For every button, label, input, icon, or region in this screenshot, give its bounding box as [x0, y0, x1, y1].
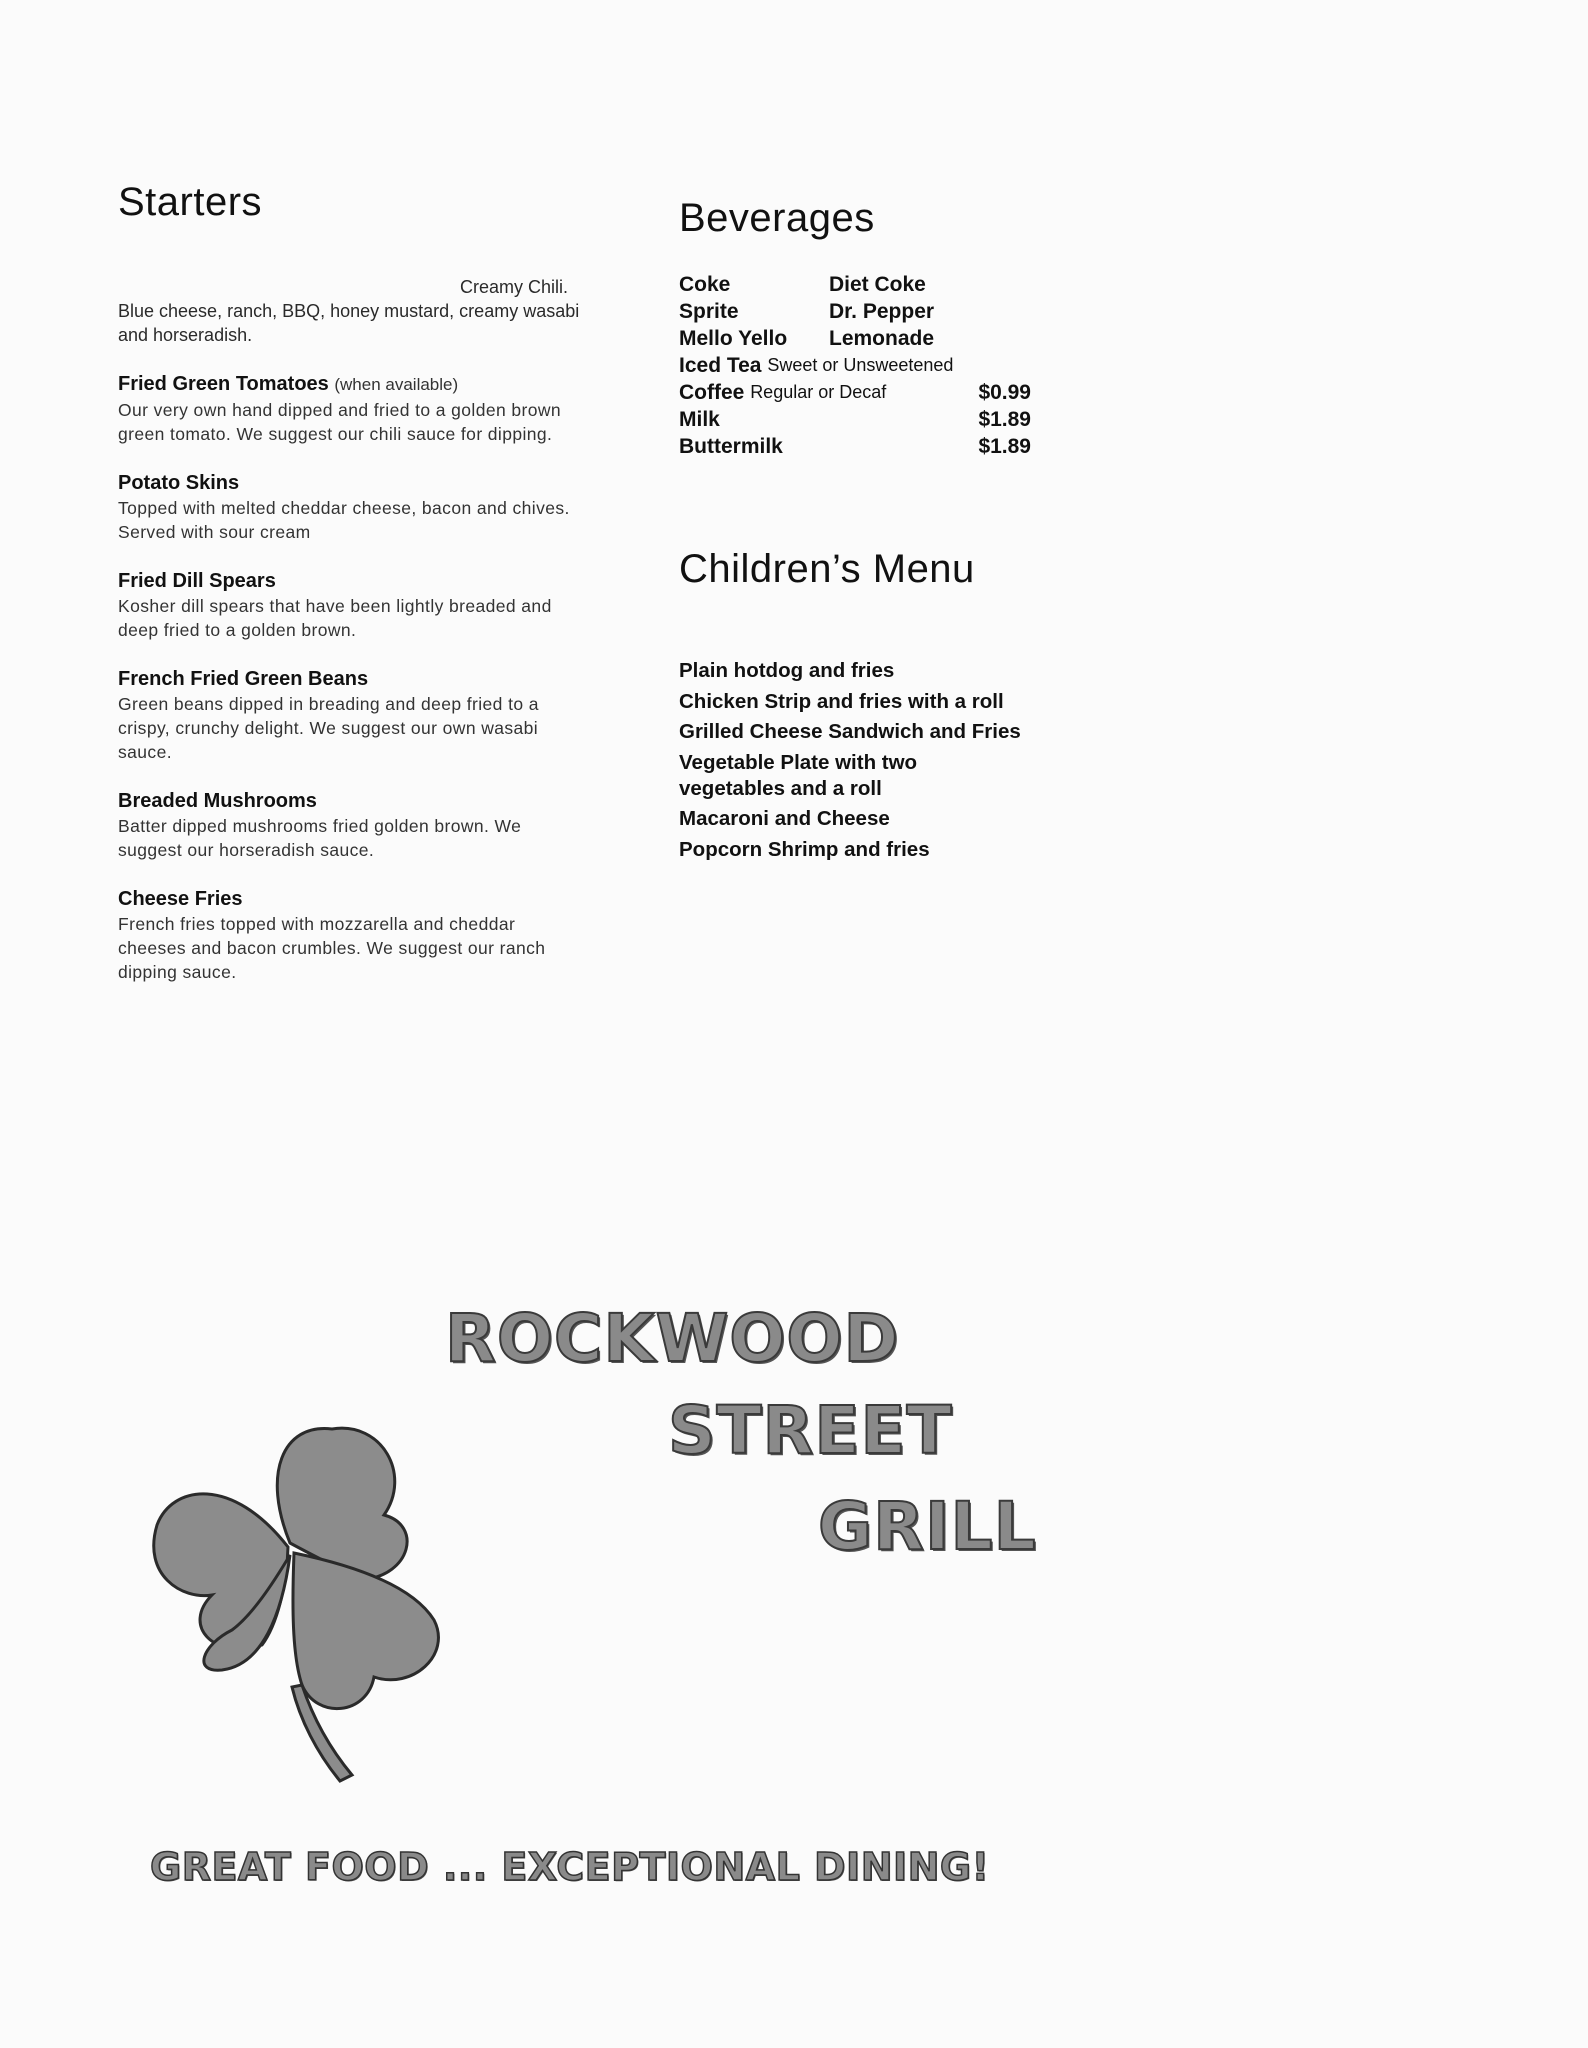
beverages-heading: Beverages	[679, 196, 875, 240]
menu-item	[118, 371, 588, 446]
beverage-row	[679, 271, 1059, 298]
four-leaf-clover-icon	[112, 1415, 472, 1785]
beverage-price: $1.89	[978, 408, 1031, 431]
beverage-row	[679, 352, 1059, 379]
list-item: Popcorn Shrimp and fries	[679, 837, 930, 861]
list-item: Macaroni and Cheese	[679, 807, 890, 830]
beverage-name: Iced Tea	[679, 354, 762, 377]
menu-item-description: Topped with melted cheddar cheese, bacon and chives. Served with sour cream	[118, 498, 570, 542]
starters-intro-text: Blue cheese, ranch, BBQ, honey mustard, creamy wasabi and horseradish.	[118, 301, 580, 345]
menu-item	[118, 470, 588, 544]
childrens-menu-heading: Children’s Menu	[679, 547, 975, 591]
starters-intro-lead: Creamy Chili.	[459, 277, 568, 297]
beverage-row	[679, 379, 1059, 406]
menu-item-description: Kosher dill spears that have been lightly breaded and deep fried to a golden brown.	[118, 596, 552, 640]
menu-item-title: Potato Skins	[118, 472, 240, 494]
menu-item-description: Our very own hand dipped and fried to a golden brown green tomato. We suggest our chili sauce for dipping.	[118, 400, 562, 444]
beverage-name: Lemonade	[829, 327, 935, 350]
logo-word-grill: GRILL	[818, 1488, 1037, 1565]
beverage-name: Milk	[679, 408, 720, 431]
menu-item	[118, 568, 588, 642]
menu-item-description: Green beans dipped in breading and deep fried to a crispy, crunchy delight. We suggest our own wasabi sauce.	[118, 694, 539, 762]
starters-intro	[118, 275, 588, 347]
menu-item-description: Batter dipped mushrooms fried golden brown. We suggest our horseradish sauce.	[118, 816, 522, 860]
menu-item-title: Fried Dill Spears	[118, 570, 276, 592]
beverage-list	[679, 271, 1059, 460]
menu-item-name	[118, 666, 588, 692]
list-item: vegetables and a roll	[679, 776, 882, 800]
menu-item	[118, 788, 588, 862]
beverage-row	[679, 298, 1059, 325]
starters-section	[118, 180, 588, 984]
logo-word-rockwood: ROCKWOOD	[445, 1300, 900, 1377]
menu-item-title: Fried Green Tomatoes	[118, 373, 329, 395]
menu-item	[118, 666, 588, 764]
beverage-name: Sprite	[679, 300, 739, 323]
list-item: Grilled Cheese Sandwich and Fries	[679, 720, 1021, 743]
beverage-price: $0.99	[978, 381, 1031, 404]
menu-item-title: Breaded Mushrooms	[118, 790, 317, 812]
logo-word-street: STREET	[668, 1392, 953, 1469]
childrens-menu-section	[679, 547, 1119, 867]
beverages-section	[679, 196, 1059, 460]
beverage-name: Mello Yello	[679, 327, 788, 350]
beverage-option: Regular or Decaf	[750, 382, 887, 402]
menu-item-name	[118, 470, 588, 496]
beverage-name: Coffee	[679, 381, 745, 404]
menu-item-title: Cheese Fries	[118, 888, 243, 910]
menu-item-note: (when available)	[334, 375, 459, 394]
beverage-option: Sweet or Unsweetened	[767, 355, 954, 375]
beverage-row	[679, 325, 1059, 352]
beverage-name: Buttermilk	[679, 435, 783, 458]
menu-item-title: French Fried Green Beans	[118, 668, 369, 690]
beverage-row	[679, 433, 1059, 460]
beverage-price: $1.89	[978, 435, 1031, 458]
menu-item-name	[118, 788, 588, 814]
menu-item-name	[118, 568, 588, 594]
menu-item	[118, 886, 588, 984]
list-item: Vegetable Plate with two	[679, 750, 918, 774]
beverage-name: Coke	[679, 273, 731, 296]
beverage-row	[679, 406, 1059, 433]
beverage-name: Dr. Pepper	[829, 300, 935, 323]
menu-item-name	[118, 371, 588, 398]
list-item: Chicken Strip and fries with a roll	[679, 689, 1004, 713]
starters-heading: Starters	[118, 180, 263, 224]
menu-item-name	[118, 886, 588, 912]
beverage-name: Diet Coke	[829, 273, 926, 296]
menu-item-description: French fries topped with mozzarella and cheddar cheeses and bacon crumbles. We suggest our ranch dipping sauce.	[118, 914, 546, 982]
childrens-menu-list	[679, 658, 1119, 863]
tagline: GREAT FOOD ... EXCEPTIONAL DINING!	[150, 1845, 990, 1889]
list-item: Plain hotdog and fries	[679, 659, 895, 682]
